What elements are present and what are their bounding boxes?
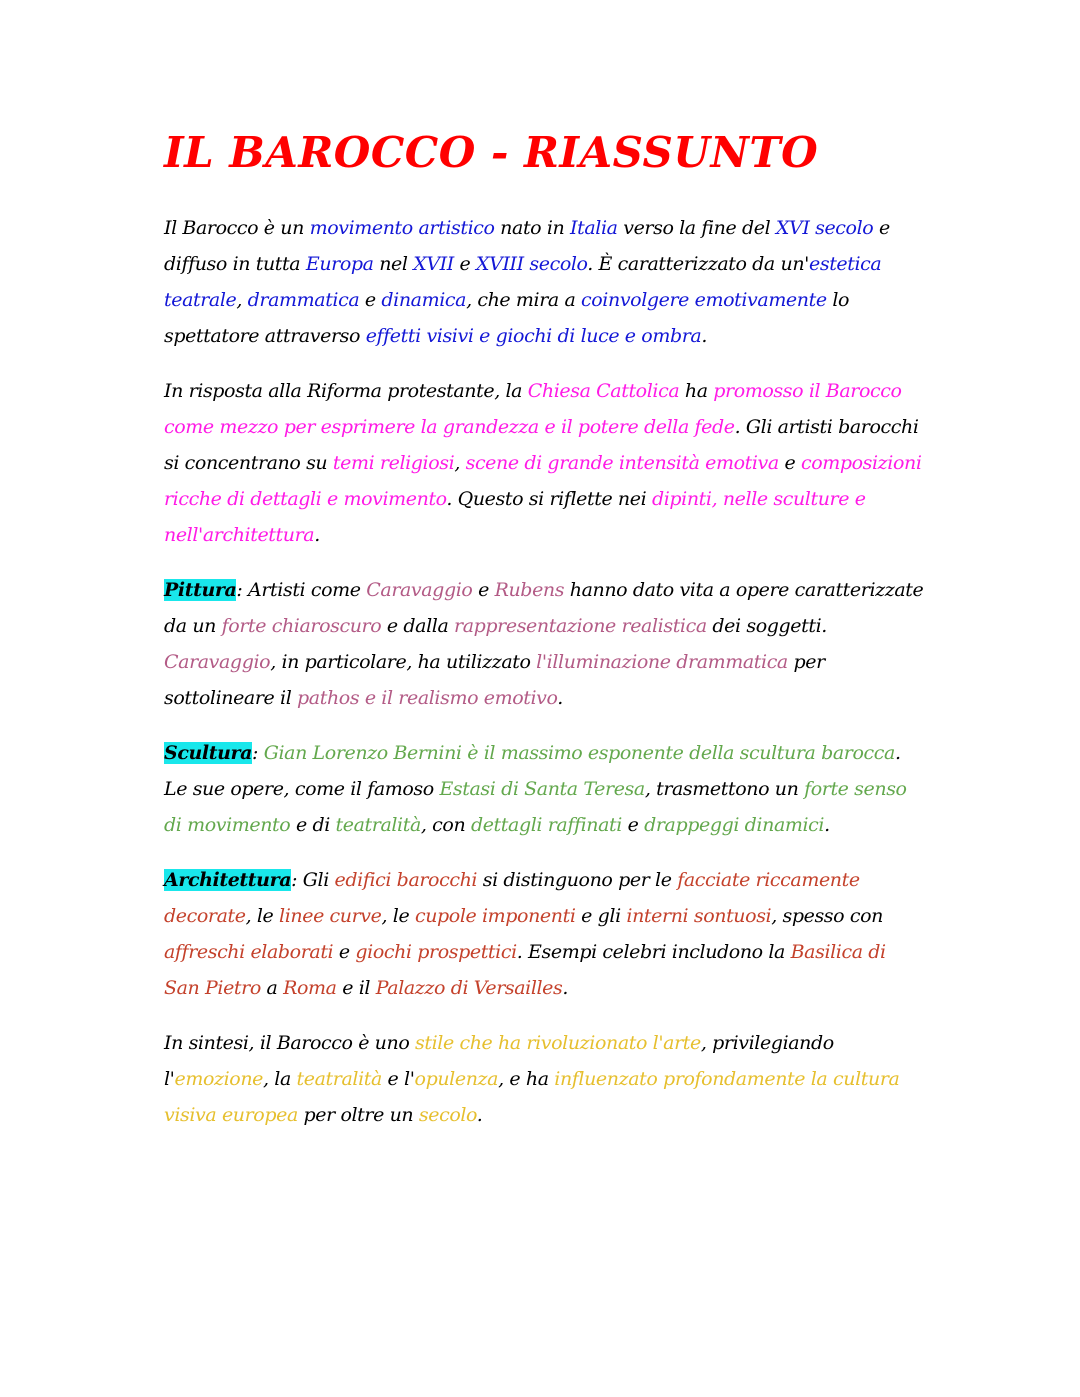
text-run: nel bbox=[373, 253, 414, 275]
highlighted-term: effetti visivi e giochi di luce e ombra bbox=[365, 325, 702, 347]
highlighted-term: rappresentazione realistica bbox=[454, 615, 707, 637]
text-run: per sottolineare il bbox=[164, 651, 825, 709]
text-run: , con bbox=[420, 814, 471, 836]
highlighted-term: movimento artistico bbox=[309, 217, 495, 239]
text-run: , in particolare, ha utilizzato bbox=[270, 651, 537, 673]
paragraph bbox=[164, 735, 924, 843]
text-run: . Gli artisti barocchi si concentrano su bbox=[164, 416, 919, 474]
section-heading-highlight: Architettura bbox=[164, 869, 292, 891]
highlighted-term: dettagli raffinati bbox=[470, 814, 622, 836]
paragraph bbox=[164, 862, 924, 1006]
text-run: , le bbox=[245, 905, 280, 927]
highlighted-term: XVIII secolo bbox=[476, 253, 588, 275]
text-run: , trasmettono un bbox=[644, 778, 805, 800]
highlighted-term: XVII bbox=[413, 253, 454, 275]
text-run: , e ha bbox=[498, 1068, 555, 1090]
highlighted-term: teatralità bbox=[335, 814, 421, 836]
text-run: . Questo si riflette nei bbox=[446, 488, 652, 510]
highlighted-term: Europa bbox=[305, 253, 374, 275]
text-run: , che mira a bbox=[466, 289, 582, 311]
highlighted-term: drammatica bbox=[247, 289, 360, 311]
highlighted-term: secolo bbox=[418, 1104, 477, 1126]
highlighted-term: interni sontuosi bbox=[626, 905, 772, 927]
text-run: , bbox=[236, 289, 248, 311]
highlighted-term: Estasi di Santa Teresa bbox=[439, 778, 645, 800]
highlighted-term: Palazzo di Versailles bbox=[375, 977, 563, 999]
highlighted-term: affreschi elaborati bbox=[164, 941, 334, 963]
text-run: nato in bbox=[494, 217, 571, 239]
highlighted-term: edifici barocchi bbox=[334, 869, 478, 891]
highlighted-term: Roma bbox=[283, 977, 337, 999]
highlighted-term: Rubens bbox=[494, 579, 565, 601]
highlighted-term: forte chiaroscuro bbox=[221, 615, 382, 637]
highlighted-term: promosso il Barocco come mezzo per esprimere la grandezza e il potere della fede bbox=[164, 380, 902, 438]
section-heading-highlight: Pittura bbox=[164, 579, 237, 601]
text-run: . bbox=[562, 977, 569, 999]
text-run: In risposta alla Riforma protestante, la bbox=[164, 380, 528, 402]
highlighted-term: teatralità bbox=[296, 1068, 382, 1090]
text-run: , la bbox=[263, 1068, 297, 1090]
highlighted-term: Chiesa Cattolica bbox=[527, 380, 680, 402]
paragraph bbox=[164, 572, 924, 716]
document-body bbox=[164, 210, 924, 1152]
text-run: . Esempi celebri includono la bbox=[516, 941, 791, 963]
text-run: e il bbox=[336, 977, 376, 999]
highlighted-term: facciate riccamente decorate bbox=[164, 869, 860, 927]
text-run: ha bbox=[679, 380, 714, 402]
text-run: , le bbox=[381, 905, 415, 927]
text-run: Il Barocco è un bbox=[164, 217, 310, 239]
text-run: : Gli bbox=[291, 869, 335, 891]
highlighted-term: stile che ha rivoluzionato l'arte bbox=[415, 1032, 701, 1054]
text-run: lo spettatore attraverso bbox=[164, 289, 850, 347]
text-run: . È caratterizzato da un' bbox=[587, 253, 809, 275]
text-run: per oltre un bbox=[297, 1104, 419, 1126]
highlighted-term: forte senso di movimento bbox=[164, 778, 907, 836]
paragraph bbox=[164, 210, 924, 354]
text-run: . bbox=[701, 325, 707, 347]
highlighted-term: opulenza bbox=[414, 1068, 499, 1090]
highlighted-term: estetica teatrale bbox=[164, 253, 882, 311]
highlighted-term: Caravaggio bbox=[164, 651, 271, 673]
highlighted-term: dinamica bbox=[381, 289, 467, 311]
highlighted-term: composizioni ricche di dettagli e movimento bbox=[164, 452, 922, 510]
highlighted-term: XVI secolo bbox=[775, 217, 874, 239]
highlighted-term: influenzato profondamente la cultura visiva europea bbox=[164, 1068, 900, 1126]
highlighted-term: Italia bbox=[570, 217, 618, 239]
highlighted-term: pathos e il realismo emotivo bbox=[297, 687, 558, 709]
text-run: e gli bbox=[575, 905, 627, 927]
paragraph bbox=[164, 1025, 924, 1133]
text-run: . bbox=[824, 814, 830, 836]
text-run: . bbox=[476, 1104, 483, 1126]
highlighted-term: emozione bbox=[174, 1068, 264, 1090]
highlighted-term: coinvolgere emotivamente bbox=[581, 289, 827, 311]
text-run: , privilegiando l' bbox=[164, 1032, 834, 1090]
text-run: e bbox=[778, 452, 801, 474]
text-run: e di bbox=[290, 814, 336, 836]
highlighted-term: linee curve bbox=[279, 905, 382, 927]
page-title: IL BAROCCO - RIASSUNTO bbox=[164, 128, 819, 177]
text-run: e bbox=[472, 579, 495, 601]
highlighted-term: scene di grande intensità emotiva bbox=[465, 452, 779, 474]
text-run: e l' bbox=[381, 1068, 415, 1090]
text-run: dei soggetti. bbox=[706, 615, 827, 637]
text-run: , spesso con bbox=[771, 905, 883, 927]
section-heading-highlight: Scultura bbox=[164, 742, 253, 764]
text-run: . Le sue opere, come il famoso bbox=[164, 742, 901, 800]
text-run: , bbox=[454, 452, 466, 474]
text-run: : bbox=[252, 742, 264, 764]
text-run: : Artisti come bbox=[236, 579, 367, 601]
highlighted-term: temi religiosi bbox=[332, 452, 455, 474]
text-run: hanno dato vita a opere caratterizzate da un bbox=[164, 579, 924, 637]
highlighted-term: Gian Lorenzo Bernini è il massimo esponente della scultura barocca bbox=[263, 742, 895, 764]
text-run: e bbox=[359, 289, 382, 311]
text-run: . bbox=[557, 687, 563, 709]
text-run: e bbox=[453, 253, 476, 275]
highlighted-term: Caravaggio bbox=[366, 579, 473, 601]
highlighted-term: dipinti, nelle sculture e nell'architettura bbox=[164, 488, 866, 546]
text-run: si distinguono per le bbox=[477, 869, 678, 891]
text-run: e dalla bbox=[381, 615, 455, 637]
highlighted-term: drappeggi dinamici bbox=[644, 814, 825, 836]
text-run: e diffuso in tutta bbox=[164, 217, 890, 275]
highlighted-term: cupole imponenti bbox=[414, 905, 576, 927]
text-run: e bbox=[621, 814, 645, 836]
text-run: verso la fine del bbox=[617, 217, 776, 239]
text-run: . bbox=[314, 524, 320, 546]
highlighted-term: giochi prospettici bbox=[355, 941, 517, 963]
text-run: a bbox=[260, 977, 284, 999]
paragraph bbox=[164, 373, 924, 553]
text-run: e bbox=[333, 941, 356, 963]
highlighted-term: Basilica di San Pietro bbox=[164, 941, 886, 999]
highlighted-term: l'illuminazione drammatica bbox=[536, 651, 788, 673]
text-run: In sintesi, il Barocco è uno bbox=[164, 1032, 416, 1054]
